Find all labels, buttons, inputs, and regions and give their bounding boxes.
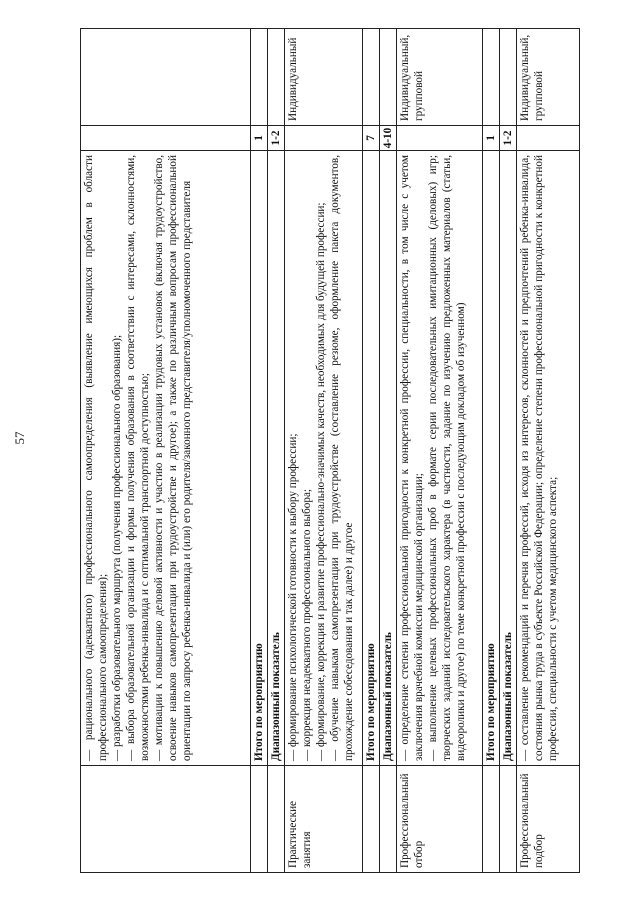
- content-cell: [285, 151, 363, 766]
- activity-name-cell: Профессиональный отбор: [397, 766, 483, 873]
- form-cell: [81, 29, 251, 126]
- form-cell: [251, 29, 268, 126]
- activity-name-cell: [363, 766, 380, 873]
- form-cell: Индивидуальный, групповой: [517, 29, 580, 126]
- table-row: [81, 29, 251, 873]
- form-cell: [363, 29, 380, 126]
- activity-name-cell: [251, 766, 268, 873]
- total-row: [363, 29, 380, 873]
- content-cell: Итого по мероприятию: [483, 151, 500, 766]
- list-item: — мотивации к повышению деловой активности и участию в реализации трудовых установок (включая трудоустройство, освоение навыков самопрезентации при трудоустройстве и другое); а также по различным вопросам профессиональной ориентации по запросу ребенка-инвалида и (или) его родителя/законного представителя/уполномоченного представителя: [152, 155, 194, 761]
- list-item: — определение степени профессиональной пригодности к конкретной профессии, специальности, в том числе с учетом заключения врачебной комиссии медицинской организации;: [398, 155, 426, 761]
- content-cell: Диапазонный показатель: [380, 151, 397, 766]
- form-cell: [268, 29, 285, 126]
- form-cell: [500, 29, 517, 126]
- activity-name-cell: [81, 766, 251, 873]
- activity-name-cell: [483, 766, 500, 873]
- range-row: [500, 29, 517, 873]
- content-cell: [397, 151, 483, 766]
- content-cell: Диапазонный показатель: [268, 151, 285, 766]
- list-item: — выбора образовательной организации и формы получения образования в соответствии с интересами, склонностями, возможностями ребенка-инвалида и с оптимальной транспортной доступностью;: [124, 155, 152, 761]
- range-row: [268, 29, 285, 873]
- value-cell: [397, 126, 483, 151]
- range-row: [380, 29, 397, 873]
- list-item: — коррекция неадекватного профессионального выбора;: [300, 155, 314, 761]
- value-cell: [517, 126, 580, 151]
- activity-name-cell: [500, 766, 517, 873]
- list-item: — разработки образовательного маршрута (получения профессионального образования);: [110, 155, 124, 761]
- value-cell: 1-2: [268, 126, 285, 151]
- list-item: — формирование психологической готовности к выбору профессии;: [286, 155, 300, 761]
- content-cell: [81, 151, 251, 766]
- content-cell: Итого по мероприятию: [251, 151, 268, 766]
- activity-name-cell: [380, 766, 397, 873]
- form-cell: Индивидуальный, групповой: [397, 29, 483, 126]
- list-item: — составление рекомендаций и перечня профессий, исходя из интересов, склонностей и предпочтений ребенка-инвалида, состояния рынка труда в субъекте Российской Федерации; определение степени профессиональной пригодности к конкретной профессии, специальности с учетом медицинского аспекта;: [518, 155, 560, 761]
- list-item: — выполнение целевых профессиональных проб в формате серии последовательных имитационных (деловых) игр; творческих заданий исследовательского характера (в частности, задание по изучению предложенных материалов (статьи, видеоролики и другое) по теме конкретной профессии с последующим докладом об изученном): [426, 155, 468, 761]
- list-item: — рационального (адекватного) профессионального самоопределения (выявление имеющихся проблем в области профессионального самоопределения);: [82, 155, 110, 761]
- activity-name-cell: Профессиональный подбор: [517, 766, 580, 873]
- value-cell: 1: [483, 126, 500, 151]
- rotated-page: [80, 28, 580, 873]
- total-row: [483, 29, 500, 873]
- table-row: [397, 29, 483, 873]
- content-cell: [517, 151, 580, 766]
- value-cell: 1: [251, 126, 268, 151]
- list-item: — обучение навыкам самопрезентации при трудоустройстве (составление резюме, оформление пакета документов, прохождение собеседования и так далее) и другое: [328, 155, 356, 761]
- value-cell: 7: [363, 126, 380, 151]
- value-cell: 1-2: [500, 126, 517, 151]
- page-number: 57: [12, 431, 27, 445]
- form-cell: [483, 29, 500, 126]
- list-item: — формирование, коррекция и развитие профессионально-значимых качеств, необходимых для будущей профессии;: [314, 155, 328, 761]
- total-row: [251, 29, 268, 873]
- value-cell: [81, 126, 251, 151]
- table-row: [285, 29, 363, 873]
- content-cell: Диапазонный показатель: [500, 151, 517, 766]
- rehabilitation-table: [80, 28, 580, 873]
- activity-name-cell: Практические занятия: [285, 766, 363, 873]
- table-row: [517, 29, 580, 873]
- content-cell: Итого по мероприятию: [363, 151, 380, 766]
- value-cell: 4-10: [380, 126, 397, 151]
- form-cell: Индивидуальный: [285, 29, 363, 126]
- value-cell: [285, 126, 363, 151]
- activity-name-cell: [268, 766, 285, 873]
- form-cell: [380, 29, 397, 126]
